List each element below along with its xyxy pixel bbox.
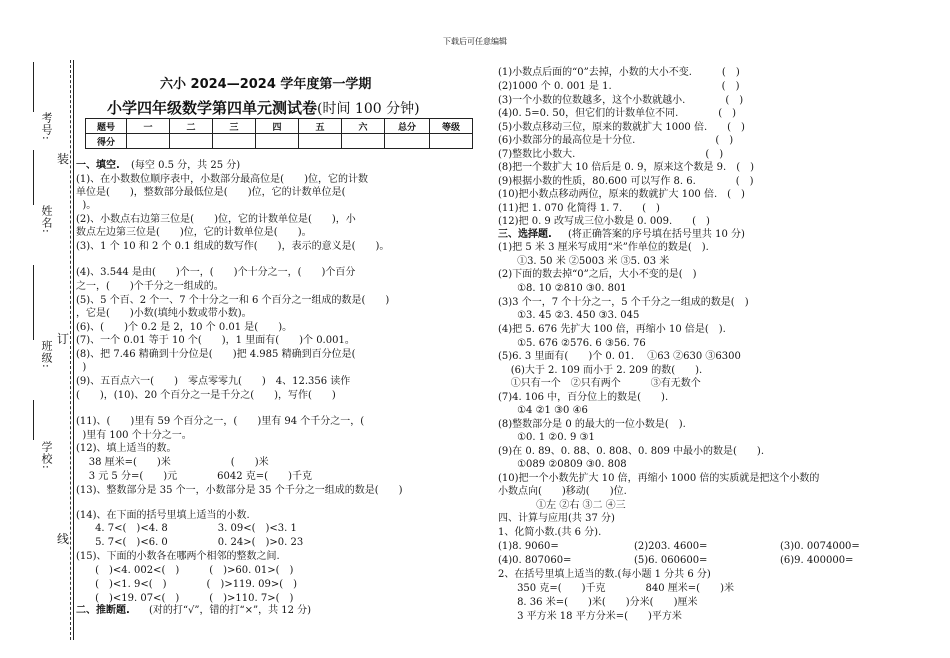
class-label: 班级: [40,340,53,369]
score-header: 等级 [430,119,473,134]
title-line-1: 六小 2024—2024 学年度第一学期 [160,77,372,92]
judge-item: (9)根据小数的性质，80.600 可以写作 8. 6. ( ) [498,176,754,187]
judge-item: (5)小数点移动三位，原来的数就扩大 1000 倍. ( ) [498,122,745,133]
score-cell[interactable] [213,134,256,149]
exam-no-underline [33,62,35,112]
question-line: (4)、3.544 是由( )个一，( )个十分之一，( )个百分 [76,267,356,278]
section-4-title: 四、计算与应用(共 37 分) [498,513,615,524]
score-header: 五 [299,119,342,134]
choice-item: (4)把 5. 676 先扩大 100 倍，再缩小 10 倍是( ). [498,324,726,335]
question-line: 38 厘米=( )米 ( )米 [76,457,269,468]
exam-no-label: 考号: [40,112,53,141]
choice-item: (8)整数部分是 0 的最大的一位小数是( ). [498,419,686,430]
question-line: ( )<4. 002<( ) ( )>60. 01>( ) [76,565,294,576]
choice-options: ①089 ②0809 ③0. 808 [498,459,627,470]
section-1-note: (每空 0.5 分，共 25 分) [131,160,241,171]
choice-options: ①只有一个 ②只有两个 ③有无数个 [498,378,701,389]
calc-item: (6)9. 400000= [780,555,854,566]
question-line: )里有 100 个十分之一。 [76,430,192,441]
class-underline [33,265,35,340]
calc-item: (2)203. 4600= [634,541,708,552]
calc-subtitle: 2、在括号里填上适当的数.(每小题 1 分共 6 分) [498,569,711,580]
score-header-row [86,119,473,134]
question-line: 3 元 5 分=( )元 6042 克=( )千克 [76,471,312,482]
score-cell[interactable] [256,134,299,149]
question-line: ，它是( )小数(填纯小数或带小数)。 [76,308,252,319]
question-line: ( )<19. 07<( ) ( )>110. 7>( ) [76,593,294,604]
score-row-label: 得分 [86,134,127,149]
choice-item: (9)在 0. 89、0. 88、0. 808、0. 809 中最小的数是( ). [498,446,765,457]
question-line: 数点左边第三位是( )位，它的计数单位是( )。 [76,227,312,238]
judge-item: (4)0. 5=0. 50，但它们的计数单位不同. ( ) [498,108,737,119]
score-cell[interactable] [127,134,170,149]
question-line: (1)、在小数数位顺序表中，小数部分最高位是( )位，它的计数 [76,174,368,185]
question-line: ( )<1. 9<( ) ( )>119. 09>( ) [76,579,298,590]
name-underline [33,150,35,205]
question-line: (13)、整数部分是 35 个一，小数部分是 35 个千分之一组成的数是( ) [76,485,403,496]
score-cell[interactable] [342,134,385,149]
question-line: (11)、( )里有 59 个百分之一，( )里有 94 个千分之一，( [76,416,365,427]
question-line: (12)、填上适当的数。 [76,443,177,454]
section-2-note: (对的打“√”，错的打“×”，共 12 分) [149,605,312,616]
choice-item: (3)3 个一，7 个十分之一，5 个千分之一组成的数是( ) [498,297,749,308]
calc-item: (1)8. 9060= [498,541,559,552]
choice-options: ①4 ②1 ③0 ④6 [498,405,588,416]
score-header: 总分 [385,119,430,134]
choice-item: (6)大于 2. 109 而小于 2. 209 的数( ). [498,365,703,376]
choice-item: (7)4. 106 中，百分位上的数是( ). [498,392,669,403]
judge-item: (7)整数比小数大. ( ) [498,149,724,160]
question-line: (5)、5 个百、2 个一、7 个十分之一和 6 个百分之一组成的数是( ) [76,295,390,306]
calc-item: (4)0. 807060= [498,555,572,566]
binding-solid-line [73,60,74,640]
binding-line [70,60,71,640]
question-line: ( )，(10)、20 个百分之一是千分之( )，写作( ) [76,390,336,401]
choice-item: (5)6. 3 里面有( )个 0. 01. ①63 ②630 ③6300 [498,351,741,362]
binding-char-zhuang: 装 [57,152,70,166]
title-main: 小学四年级数学第四单元测试卷 [107,99,318,117]
question-line: 4. 7<( )<4. 8 3. 09<( )<3. 1 [76,523,297,534]
score-header: 六 [342,119,385,134]
question-line: 之一，( )个千分之一组成的。 [76,281,224,292]
calc-subtitle: 1、化简小数.(共 6 分). [498,527,602,538]
choice-options: ①3. 45 ②3. 450 ③3. 045 [498,310,640,321]
name-label: 姓名: [40,205,53,234]
judge-item: (12)把 0. 9 改写成三位小数是 0. 009. ( ) [498,216,710,227]
score-header: 三 [213,119,256,134]
judge-item: (8)把一个数扩大 10 倍后是 0. 9，原来这个数是 9. ( ) [498,162,755,173]
binding-char-ding: 订 [57,332,70,346]
section-3-note: (将正确答案的序号填在括号里共 10 分) [568,229,745,240]
question-line: 5. 7<( )<6. 0 0. 24>( )>0. 23 [76,537,304,548]
choice-options: ①5. 676 ②576. 6 ③56. 76 [498,338,646,349]
judge-item: (2)1000 个 0. 001 是 1. ( ) [498,81,740,92]
score-cell[interactable] [430,134,473,149]
score-cell[interactable] [299,134,342,149]
score-cell[interactable] [385,134,430,149]
choice-options: ①8. 10 ②810 ③0. 801 [498,283,627,294]
question-line: (14)、在下面的括号里填上适当的小数. [76,510,250,521]
choice-item: (10)把一个小数先扩大 10 倍，再缩小 1000 倍的实质就是把这个小数的 [498,473,820,484]
judge-item: (1)小数点后面的“0”去掉，小数的大小不变. ( ) [498,67,740,78]
choice-options: ①0. 1 ②0. 9 ③1 [498,432,595,443]
judge-item: (10)把小数点移动两位，原来的数就扩大 100 倍. ( ) [498,189,745,200]
title-time: (时间 100 分钟) [317,101,420,117]
judge-item: (6)小数部分的最高位是十分位. ( ) [498,135,734,146]
fill-item: 350 克=( )千克 840 厘米=( )米 [498,583,734,594]
calc-item: (3)0. 0074000= [780,541,860,552]
question-line: (8)、把 7.46 精确到十分位是( )把 4.985 精确到百分位是( [76,349,356,360]
header-note: 下载后可任意编辑 [443,37,507,46]
section-2-title: 二、推断题. [76,605,130,616]
question-line: (15)、下面的小数各在哪两个相邻的整数之间. [76,551,280,562]
score-header: 题号 [86,119,127,134]
choice-item: (1)把 5 米 3 厘米写成用“米”作单位的数是( ). [498,242,709,253]
question-line: (2)、小数点右边第三位是( )位，它的计数单位是( )，小 [76,214,356,225]
judge-item: (3)一个小数的位数越多，这个小数就越小. ( ) [498,95,744,106]
score-header: 二 [170,119,213,134]
binding-char-xian: 线 [57,532,70,546]
fill-item: 8. 36 米=( )米( )分米( )厘米 [498,597,698,608]
fill-item: 3 平方米 18 平方分米=( )平方米 [498,611,682,622]
question-line: (3)、1 个 10 和 2 个 0.1 组成的数写作( )，表示的意义是( )。 [76,241,390,252]
judge-item: (11)把 1. 070 化简得 1. 7. ( ) [498,203,660,214]
question-line: ) [76,362,87,373]
score-header: 四 [256,119,299,134]
question-line: 单位是( )，整数部分最低位是( )位，它的计数单位是( [76,187,346,198]
section-1-title: 一、填空. [76,160,120,171]
choice-options: ①3. 50 米 ②5003 米 ③5. 03 米 [498,256,670,267]
school-underline [33,400,35,440]
score-header: 一 [127,119,170,134]
question-line: (9)、五百点六一( ) 零点零零九( ) 4、12.356 读作 [76,376,351,387]
question-line: )。 [76,200,97,211]
score-table [85,118,473,149]
title-line-2 [107,97,420,118]
school-label: 学校: [40,441,53,470]
choice-item: 小数点向( )移动( )位. [498,486,627,497]
score-cell[interactable] [170,134,213,149]
choice-options: ①左 ②右 ③二 ④三 [498,500,626,511]
choice-item: (2)下面的数去掉“0”之后，大小不变的是( ) [498,269,697,280]
calc-item: (5)6. 060600= [634,555,708,566]
score-value-row [86,134,473,149]
section-3-title: 三、选择题. [498,229,552,240]
question-line: (7)、一个 0.01 等于 10 个( )，1 里面有( )个 0.001。 [76,335,355,346]
question-line: (6)、( )个 0.2 是 2，10 个 0.01 是( )。 [76,322,293,333]
